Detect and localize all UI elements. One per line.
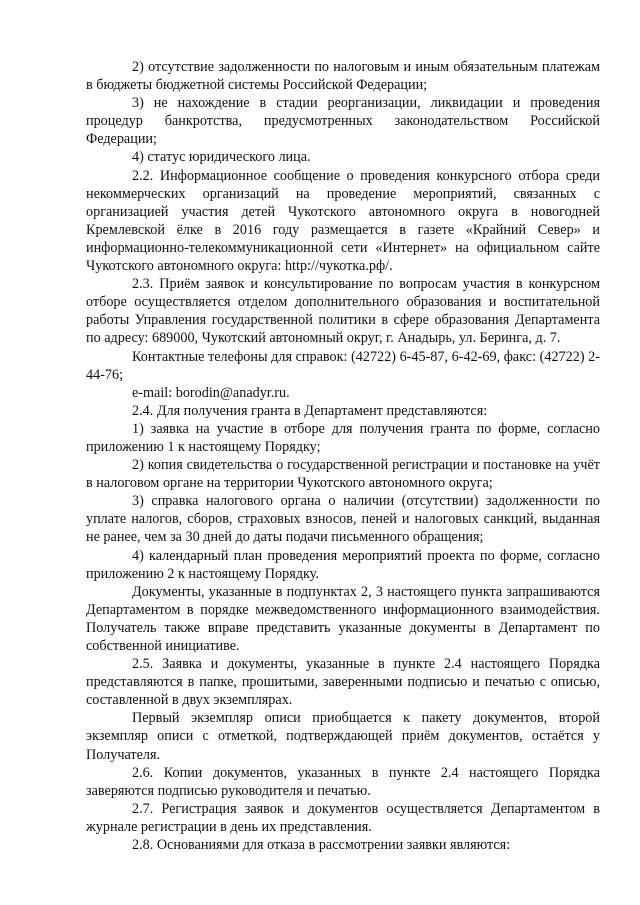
paragraph-2-2-announcement: 2.2. Информационное сообщение о проведения конкурсного отбора среди некоммерческих организаций на проведение мероприятий, связанных с организацией участия детей Чукотского автономного округа в новогодней Кремлевской ёлке в 2016 году размещается в газете «Крайний Север» и информационно-телекоммуникационной сети «Интернет» на официальном сайте Чукотского автономного округа: http://чукотка.рф/. — [86, 167, 600, 275]
paragraph-2-4-documents: 2.4. Для получения гранта в Департамент представляются: — [132, 402, 488, 419]
paragraph-2-5-folder: 2.5. Заявка и документы, указанные в пункте 2.4 настоящего Порядка представляются в папке, прошитыми, заверенными подписью и печатью с описью, составленной в двух экземплярах. — [86, 656, 600, 709]
paragraph-2-3-applications: 2.3. Приём заявок и консультирование по вопросам участия в конкурсном отборе осуществляется отделом дополнительного образования и воспитательной работы Управления государственной политики в сфере образования Департамента по адресу: 689000, Чукотский автономный округ, г. Анадырь, ул. Беринга, д. 7. — [86, 276, 600, 347]
paragraph-item-application: 1) заявка на участие в отборе для получения гранта по форме, согласно приложению 1 к настоящему Порядку; — [86, 420, 600, 455]
document-body — [86, 58, 600, 854]
paragraph-item-tax-certificate: 3) справка налогового органа о наличии (отсутствии) задолженности по уплате налогов, сборов, страховых взносов, пеней и налоговых санкций, выданная не ранее, чем за 30 дней до даты подачи письменного обращения; — [86, 493, 600, 546]
paragraph-2-6-copies: 2.6. Копии документов, указанных в пункте 2.4 настоящего Порядка заверяются подписью руководителя и печатью. — [86, 764, 600, 799]
paragraph-contact-phones: Контактные телефоны для справок: (42722) 6-45-87, 6-42-69, факс: (42722) 2-44-76; — [86, 348, 600, 383]
paragraph-inventory-copies: Первый экземпляр описи приобщается к пакету документов, второй экземпляр описи с отметкой, подтверждающей приём документов, остаётся у Получателя. — [86, 710, 600, 763]
paragraph-documents-requested: Документы, указанные в подпунктах 2, 3 настоящего пункта запрашиваются Департаментом в порядке межведомственного информационного взаимодействия. Получатель также вправе представить указанные документы в Департамент по собственной инициативе. — [86, 583, 600, 654]
paragraph-no-reorganization: 3) не нахождение в стадии реорганизации, ликвидации и проведения процедур банкротства, предусмотренных законодательством Российской Федерации; — [86, 95, 600, 148]
paragraph-no-debt: 2) отсутствие задолженности по налоговым и иным обязательным платежам в бюджеты бюджетной системы Российской Федерации; — [86, 59, 600, 94]
paragraph-item-registration-copy: 2) копия свидетельства о государственной регистрации и постановке на учёт в налоговом органе на территории Чукотского автономного округа; — [86, 457, 600, 492]
paragraph-item-calendar-plan: 4) календарный план проведения мероприятий проекта по форме, согласно приложению 2 к настоящему Порядку. — [86, 547, 600, 582]
paragraph-2-7-registration: 2.7. Регистрация заявок и документов осуществляется Департаментом в журнале регистрации в день их представления. — [86, 800, 600, 835]
paragraph-2-8-refusal: 2.8. Основаниями для отказа в рассмотрении заявки являются: — [132, 837, 511, 854]
paragraph-email: e-mail: borodin@anadyr.ru. — [132, 384, 290, 401]
paragraph-legal-entity: 4) статус юридического лица. — [132, 149, 311, 166]
